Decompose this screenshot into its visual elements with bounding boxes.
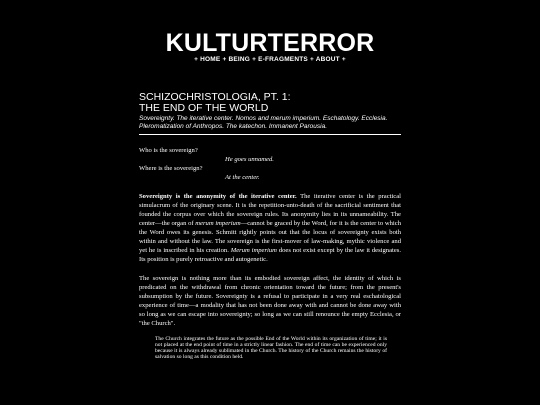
post-tags: Sovereignty. The iterative center. Nomos and merum imperium. Eschatology. Ecclesia. Pleromatization of Anthropos. The katechon. Immanent Parousia. (139, 115, 388, 130)
epigraph-dialog (139, 146, 401, 182)
post-title-line-1: SCHIZOCHRISTOLOGIA, PT. 1: (139, 91, 291, 103)
title-divider (139, 134, 401, 135)
paragraph-1-text-a: The iterative center is the practical simulacrum of the originary scene. It is the repetition-unto-death of the sacrificial sentiment that founded the corpus over which the sovereign rules. Its anonymity lies in its unnameability. The center—the organ of (139, 193, 401, 227)
paragraph-1-lead: Sovereignty is the anonymity of the iterative center. (139, 193, 297, 200)
site-header (0, 0, 540, 63)
paragraph-1-text-b: —cannot be graced by the Word, for it is the center to which the Word owes its genesis. Schmitt rightly points out that the locus of sovereignty exists both within and without the law. The sovereign is the first-mover of law-making, mythic violence and yet he is inscribed in his creation. (139, 220, 401, 254)
post-title-line-2: THE END OF THE WORLD (139, 102, 269, 114)
dialog-question-1: Who is the sovereign? (139, 147, 198, 154)
nav-e-fragments-link[interactable]: + E-FRAGMENTS (252, 56, 308, 63)
paragraph-1-text-c: does not exist except by the law it designates. Its position is purely retroactive and autogenetic. (139, 247, 401, 263)
paragraph-1-italic-2: Merum imperium (230, 247, 277, 254)
post-article (139, 92, 401, 360)
body-paragraph-1 (139, 192, 401, 264)
nav-being-link[interactable]: + BEING (222, 56, 251, 63)
block-quote: The Church integrates the future as the possible End of the World within its organization of time; it is not placed at the end point of time in a strictly linear fashion. The end of time can be experienced only because it is always already sublimated in the Church. The history of the Church remains the history of salvation so long as this condition held. (155, 336, 387, 361)
post-title (139, 92, 401, 114)
dialog-answer-1: He goes unnamed. (225, 156, 274, 163)
dialog-question-2: Where is the sovereign? (139, 165, 203, 172)
site-title[interactable]: KULTURTERROR (165, 29, 375, 57)
paragraph-1-italic-1: merum imperium (195, 220, 241, 227)
nav-about-link[interactable]: + ABOUT + (309, 56, 346, 63)
nav-home-link[interactable]: + HOME (194, 56, 221, 63)
body-paragraph-2: The sovereign is nothing more than its embodied sovereign affect, the identity of which is predicated on the withdrawal from chronic orientation toward the future; from the present's subsumption by the future. Sovereignty is a refusal to participate in a very real eschatological experience of time—a modality that has not been done away with and cannot be done away with so long as we can escape into sovereignty; so long as we can still renounce the empty Ecclesia, or "the Church". (139, 275, 401, 327)
dialog-answer-2: At the center. (225, 174, 260, 181)
main-nav (0, 56, 540, 63)
